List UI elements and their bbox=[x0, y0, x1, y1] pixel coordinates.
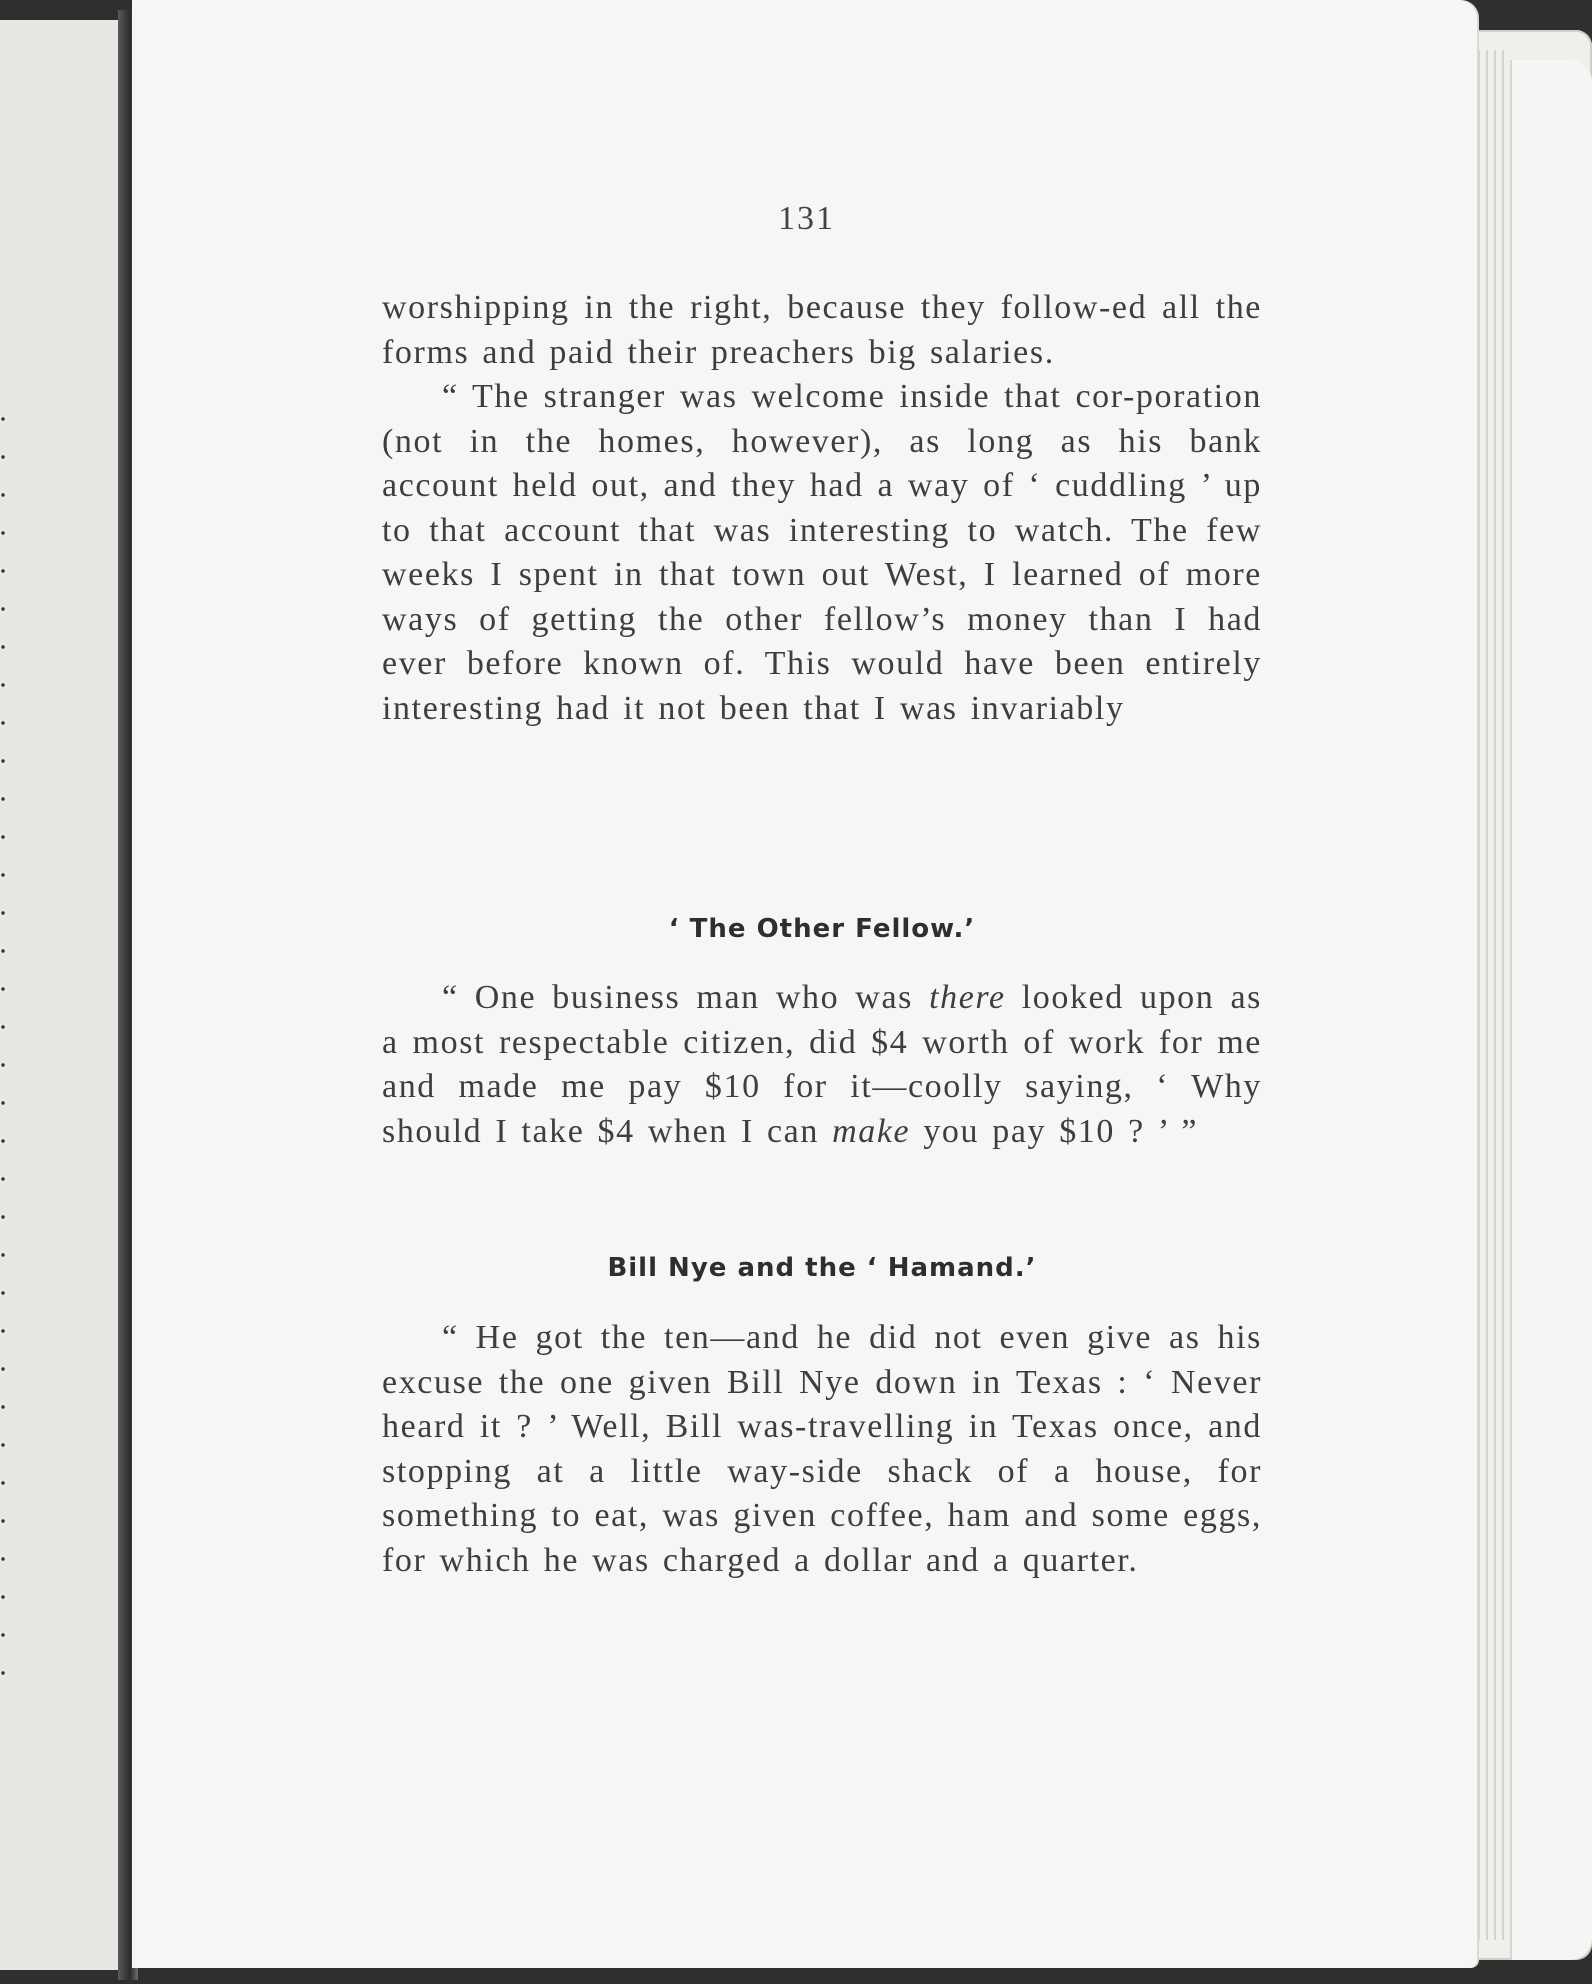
page-edge-line bbox=[1486, 50, 1488, 1940]
text-span: you pay $10 ? ’ ” bbox=[910, 1112, 1199, 1150]
italic-make: make bbox=[832, 1112, 911, 1150]
page-edge-line bbox=[1494, 50, 1496, 1940]
paragraph-stranger: “ The stranger was welcome inside that cor-poration (not in the homes, however), as long as his bank account held out, and they had a way of ‘ cuddling ’ up to that account that was interesting to watch. The few weeks I spent in that town out West, I learned of more ways of getting the other fellow’s money than I had ever before known of. This would have been entirely interesting had it not been that I was invariably bbox=[382, 378, 1262, 727]
bottom-text-block bbox=[382, 1316, 1262, 1583]
top-text-block bbox=[382, 286, 1262, 731]
binding-marks bbox=[0, 400, 6, 1700]
page-number: 131 bbox=[778, 200, 835, 237]
text-span: looked upon as a most respectable citizen, did $4 worth of work for me and made me pay $10 for it—coolly saying, ‘ Why should I take $4 when I can bbox=[382, 979, 1262, 1150]
middle-text-block bbox=[382, 976, 1262, 1154]
back-cover-board bbox=[1510, 60, 1592, 1960]
heading-bill-nye: Bill Nye and the ‘ Hamand.’ bbox=[607, 1253, 1037, 1283]
page-edge-line bbox=[1502, 50, 1504, 1940]
page-stack-edge bbox=[1470, 30, 1592, 1960]
page-edge-line bbox=[1478, 50, 1480, 1940]
text-span: “ One business man who was bbox=[442, 979, 930, 1016]
previous-page-edge bbox=[0, 20, 121, 1970]
italic-there: there bbox=[929, 979, 1006, 1016]
heading-other-fellow: ‘ The Other Fellow.’ bbox=[668, 914, 976, 944]
paragraph-worshipping: worshipping in the right, because they follow-ed all the forms and paid their preachers big salaries. bbox=[382, 289, 1262, 371]
book-page bbox=[132, 0, 1477, 1968]
paragraph-ten: “ He got the ten—and he did not even give as his excuse the one given Bill Nye down in Texas : ‘ Never heard it ? ’ Well, Bill was-travelling in Texas once, and stopping at a little way-side shack of a house, for something to eat, was given coffee, ham and some eggs, for which he was charged a dollar and a quarter. bbox=[382, 1319, 1262, 1579]
paragraph-business-man bbox=[382, 976, 1262, 1154]
